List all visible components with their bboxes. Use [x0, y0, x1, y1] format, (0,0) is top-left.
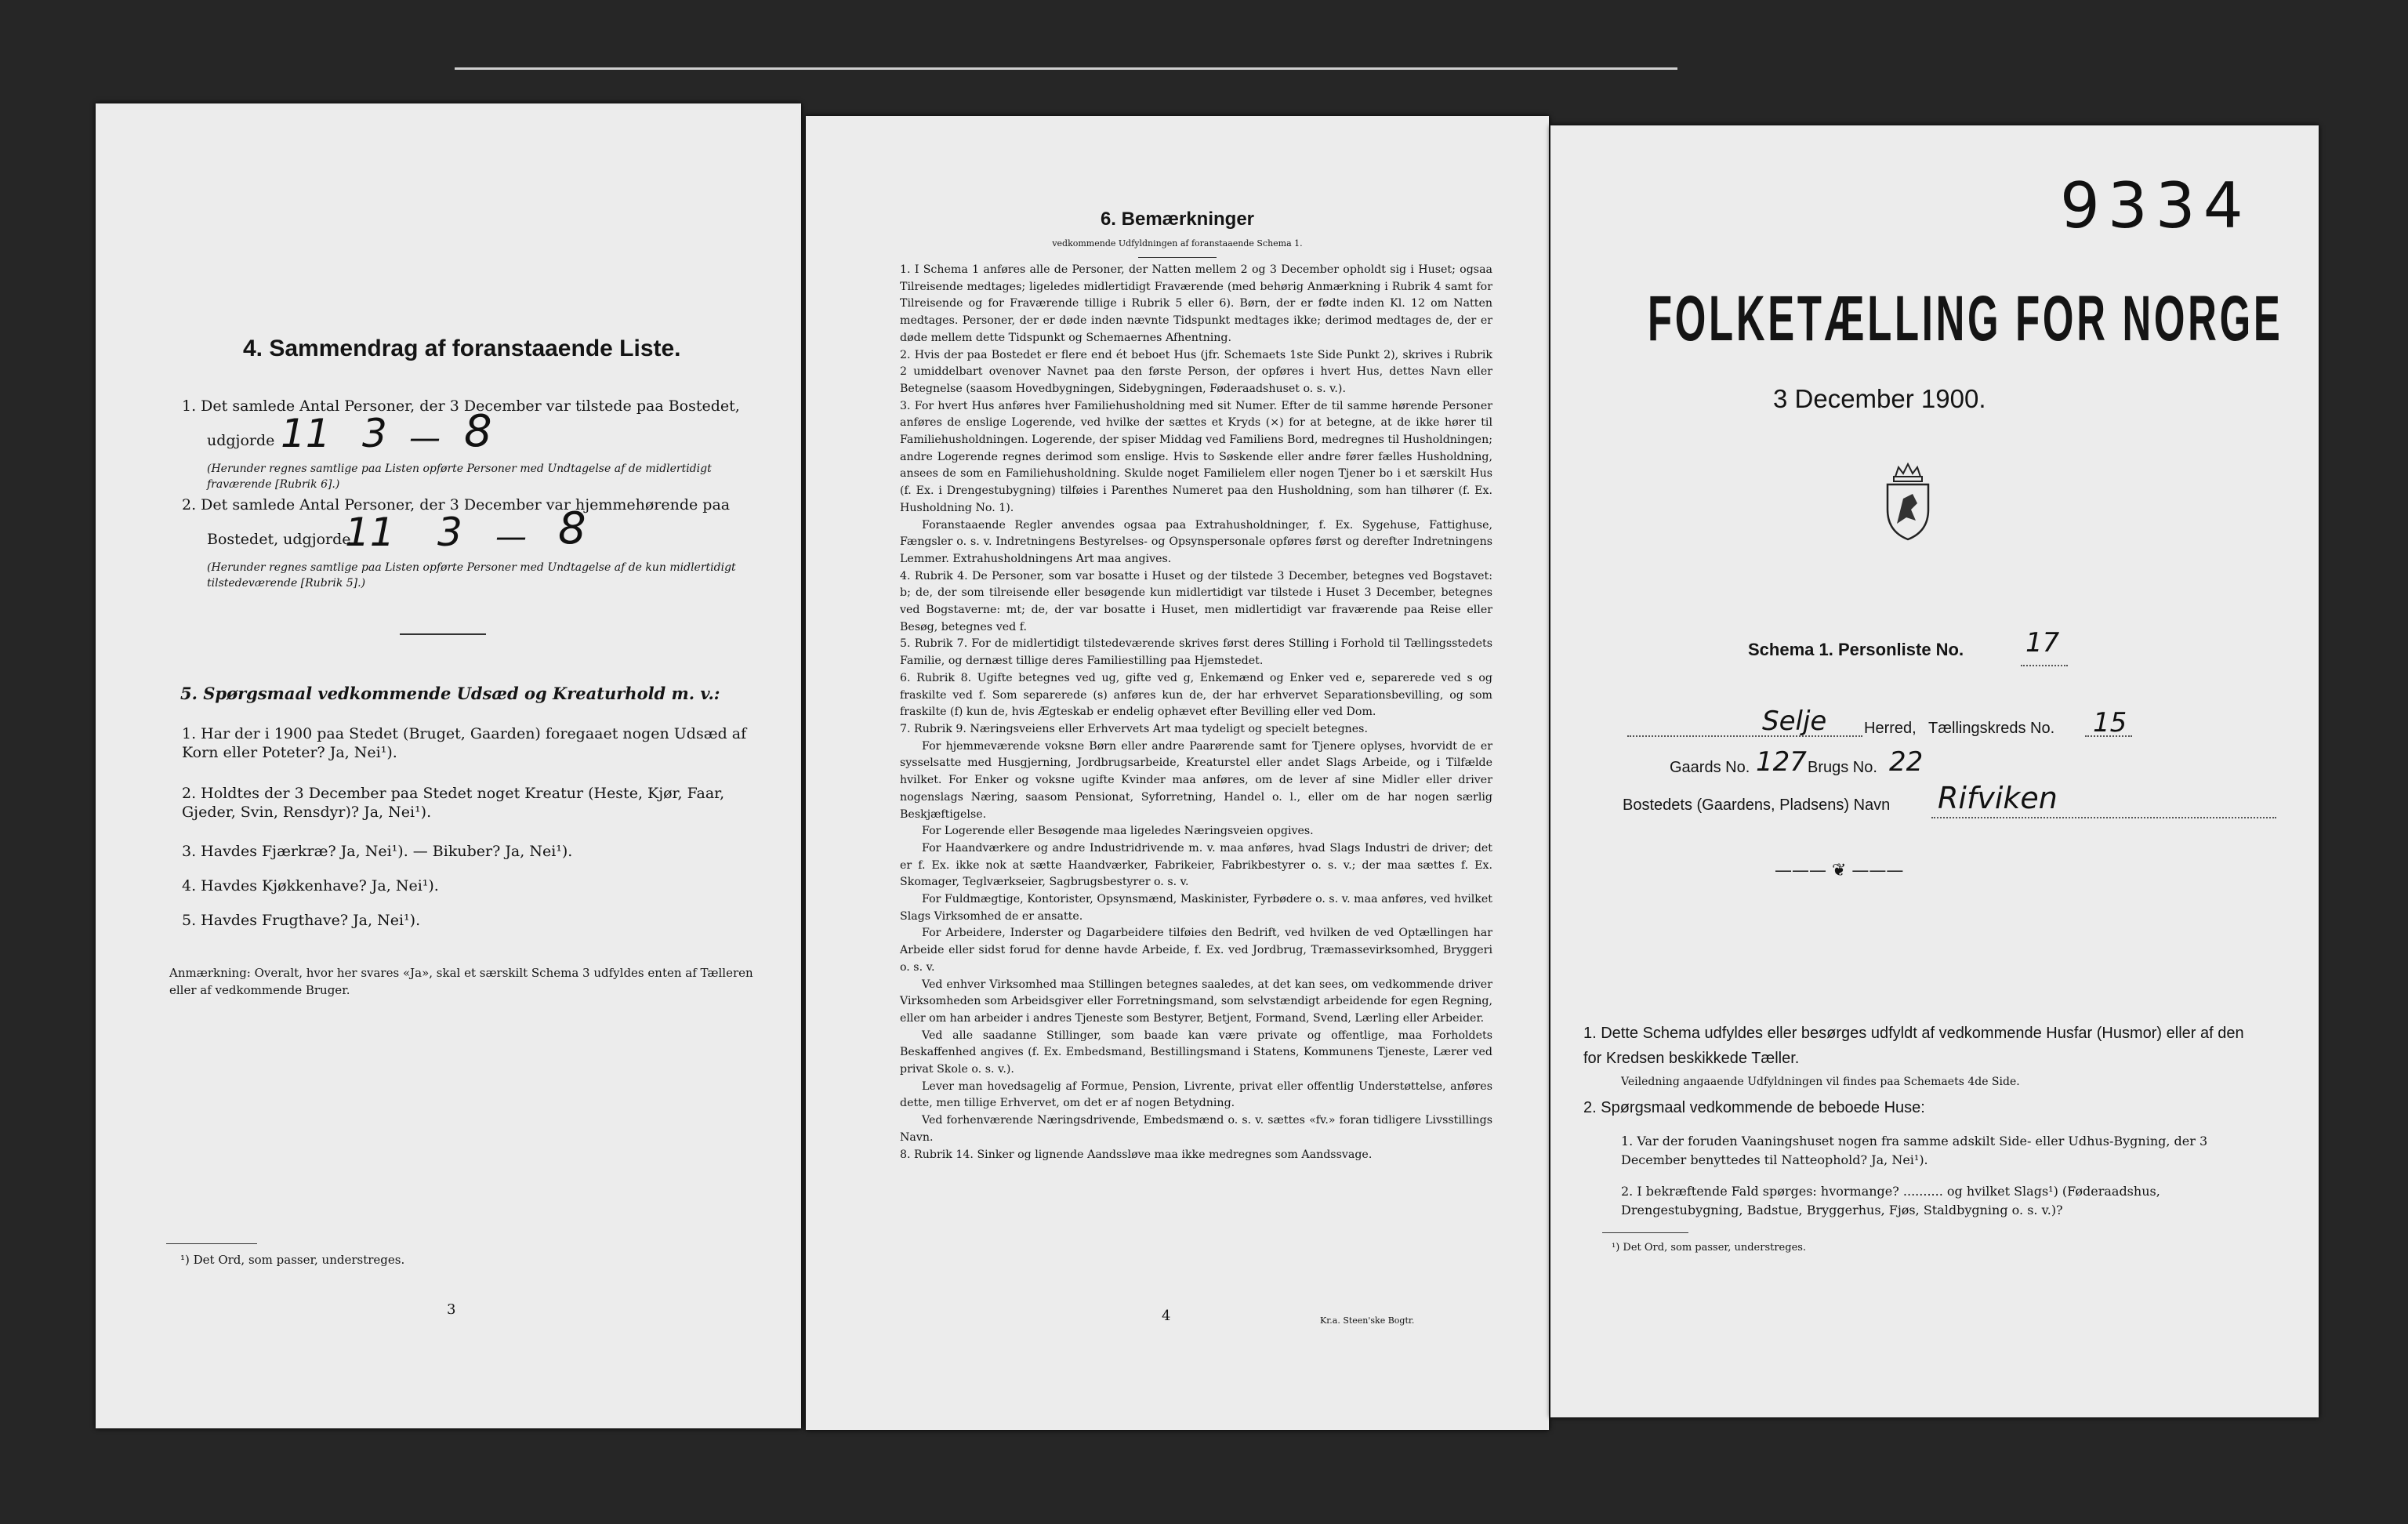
personliste-no: 17	[2025, 627, 2060, 659]
remark-3: 3. For hvert Hus anføres hver Familiehusholdning med sit Numer. Efter de til samme hørende Personer anføres de enslige Logerende, ved hvilke der sættes et Kryds (×) for at betegne, at de ikke hører til Familiehusholdningen. Logerende, der spiser Middag ved Familiens Bord, medregnes til Husholdningen; andre Logerende regnes derimod som enslige. Hvis to Søskende eller andre fører fælles Husholdning, ansees de som en Familiehusholdning. Skulde noget Familielem eller nogen Tjener bo i et særskilt Hus (f. Ex. i Drengestubygning) tilføies i Parenthes Numeret paa den Husholdning, som han tilhører (f. Ex. Husholdning No. 1).	[900, 399, 1492, 514]
q2-men-value: 3	[437, 510, 462, 555]
right-page	[1550, 125, 2319, 1417]
remark-6: 6. Rubrik 8. Ugifte betegnes ved ug, gifte ved g, Enkemænd og Enker ved e, separerede ved s og fraskilte ved f. Som separerede (s) anføres kun de, der har erhvervet Separationsbevilling, og som fraskilte (f) kun de, hvis Ægteskab er endelig ophævet efter Bevilling eller ved Dom.	[900, 671, 1492, 719]
q1-note: (Herunder regnes samtlige paa Listen opførte Personer med Undtagelse af de midlertidigt fraværende [Rubrik 6].)	[207, 463, 712, 491]
s5-item-5: 5. Havdes Frugthave? Ja, Nei¹).	[182, 912, 421, 929]
remark-8: 8. Rubrik 14. Sinker og lignende Aandssløve maa ikke medregnes som Aandssvage.	[900, 1148, 1373, 1161]
catalog-number: 9334	[2060, 169, 2251, 242]
remarks-title: 6. Bemærkninger	[1100, 209, 1255, 230]
middle-page	[806, 116, 1549, 1430]
q2-dash: —	[495, 519, 527, 555]
q1-total-value: 11	[281, 411, 331, 456]
page-number: 4	[1162, 1308, 1171, 1324]
remark-7i: Ved forhenværende Næringsdrivende, Embedsmænd o. s. v. sættes «fv.» foran tidligere Livsstillings Navn.	[900, 1114, 1492, 1144]
q2-label: Bostedet, udgjorde	[207, 531, 351, 548]
remark-7d: For Fuldmægtige, Kontorister, Opsynsmænd, Maskinister, Fyrbødere o. s. v. maa anføres, ved hvilket Slags Virksomhed de er ansatte.	[900, 893, 1492, 923]
remark-7f: Ved enhver Virksomhed maa Stillingen betegnes saaledes, at det kan sees, om vedkommende driver Virksomheden som Arbeidsgiver eller Forretningsmand, som selvstændigt arbeidende for egen Regning, eller om han arbeider i andres Tjeneste som Bestyrer, Betjent, Formand, Svend, Lærling eller Arbeider.	[900, 978, 1492, 1025]
herred-value: Selje	[1762, 706, 1827, 737]
kreds-line	[2085, 735, 2132, 737]
instruction-2-sub1: 1. Var der foruden Vaaningshuset nogen fra samme adskilt Side- eller Udhus-Bygning, der 3 December benyttedes til Natteophold? Ja, Nei¹).	[1621, 1134, 2208, 1167]
footnote-rule	[1602, 1232, 1688, 1233]
personliste-line	[2021, 665, 2068, 666]
remark-5: 5. Rubrik 7. For de midlertidigt tilstedeværende skrives først deres Stilling i Forhold til Tællingsstedets Familie, og dernæst tillige deres Familiestilling paa Hjemstedet.	[900, 637, 1492, 668]
s5-item-4: 4. Havdes Kjøkkenhave? Ja, Nei¹).	[182, 877, 439, 894]
footnote: ¹) Det Ord, som passer, understreges.	[1612, 1242, 1807, 1254]
brugs-label: Brugs No.	[1808, 759, 1877, 776]
divider	[400, 633, 486, 635]
footnote: ¹) Det Ord, som passer, understreges.	[180, 1253, 405, 1267]
remark-2: 2. Hvis der paa Bostedet er flere end ét beboet Hus (jfr. Schemaets 1ste Side Punkt 2), skrives i Rubrik 2 umiddelbart ovenover Navnet paa den første Person, der opføres i hvert Hus, dettes Navn eller Betegnelse (saasom Hovedbygningen, Sidebygningen, Føderaadshuset o. s. v.).	[900, 348, 1492, 395]
remarks-rule	[1138, 257, 1217, 258]
section5-title: 5. Spørgsmaal vedkommende Udsæd og Kreaturhold m. v.:	[180, 684, 720, 703]
q1-dash: —	[409, 420, 441, 456]
s5-item-2: 2. Holdtes der 3 December paa Stedet noget Kreatur (Heste, Kjør, Faar, Gjeder, Svin, Rensdyr)? Ja, Nei¹).	[182, 785, 725, 821]
bosted-label: Bostedets (Gaardens, Pladsens) Navn	[1623, 796, 1891, 814]
remark-7g: Ved alle saadanne Stillinger, som baade kan være private og offentlige, maa Forholdets Beskaffenhed angives (f. Ex. Embedsmand, Bestillingsmand i Statens, Kommunens Tjeneste, Lærer ved privat Skole o. s. v.).	[900, 1029, 1492, 1076]
remarks-subtitle: vedkommende Udfyldningen af foranstaaende Schema 1.	[1052, 238, 1303, 249]
kreds-label: Tællingskreds No.	[1928, 720, 2055, 737]
instruction-1: 1. Dette Schema udfyldes eller besørges udfyldt af vedkommende Husfar (Husmor) eller af den for Kredsen beskikkede Tæller.	[1583, 1025, 2244, 1067]
top-edge-rule	[455, 67, 1677, 70]
instruction-2: 2. Spørgsmaal vedkommende de beboede Huse:	[1583, 1099, 1925, 1116]
remark-7h: Lever man hovedsagelig af Formue, Pension, Livrente, privat eller offentlig Understøttelse, anføres dette, men tillige Erhvervet, om det er af nogen Betydning.	[900, 1080, 1492, 1110]
q1-men-value: 3	[362, 411, 387, 456]
coat-of-arms-icon	[1880, 463, 1936, 541]
kreds-value: 15	[2093, 707, 2127, 738]
footnote-rule	[166, 1243, 257, 1244]
remark-4: 4. Rubrik 4. De Personer, som var bosatte i Huset og der tilstede 3 December, betegnes ved Bogstavet: b; de, der som tilreisende eller besøgende kun midlertidigt var tilstede i Huset 3 December, betegnes ved Bogstaverne: mt; de, der var bosatte i Huset, men midlertidigt var fraværende paa Reise eller Besøg, betegnes ved f.	[900, 569, 1492, 633]
q2-note: (Herunder regnes samtlige paa Listen opførte Personer med Undtagelse af de kun midlertidigt tilstedeværende [Rubrik 5].)	[207, 561, 736, 590]
page-number: 3	[447, 1301, 456, 1318]
remark-7b: For Logerende eller Besøgende maa ligeledes Næringsveien opgives.	[922, 825, 1314, 838]
gaards-label: Gaards No.	[1670, 759, 1750, 776]
remark-1: 1. I Schema 1 anføres alle de Personer, der Natten mellem 2 og 3 December opholdt sig i Huset; ogsaa Tilreisende medtages; ligeledes midlertidigt Fraværende (med behørig Anmærkning i Rubrik 4 samt for Tilreisende og for Fraværende tillige i Rubrik 5 eller 6). Børn, der er fødte inden Kl. 12 om Natten medtages. Personer, der er døde inden nævnte Tidspunkt medtages ikke; derimod medtages de, der er døde mellem dette Tidspunkt og Schemaernes Afhentning.	[900, 263, 1492, 344]
q2-total-value: 11	[345, 510, 395, 555]
left-page	[96, 103, 801, 1428]
schema-label: Schema 1. Personliste No.	[1748, 640, 1964, 659]
remark-7c: For Haandværkere og andre Industridrivende m. v. maa anføres, hvad Slags Industri de driver; det er f. Ex. ikke nok at sætte Haandværker, Fabrikeier, Fabrikbestyrer o. s. v.; der maa sættes f. Ex. Skomager, Teglværkseier, Sagbrugsbestyrer o. s. v.	[900, 841, 1492, 889]
census-title: FOLKETÆLLING FOR NORGE	[1648, 283, 2283, 354]
q1-women-value: 8	[464, 406, 492, 457]
remark-3-extra: Foranstaaende Regler anvendes ogsaa paa Extrahusholdninger, f. Ex. Sygehuse, Fattighuse, Fængsler o. s. v. Indretningens Bestyrelses- og Opsynspersonale opføres først og derefter Indretningens Lemmer. Extrahusholdningens Art maa angives.	[900, 518, 1492, 565]
q2-lead: 2. Det samlede Antal Personer, der 3 December var hjemmehørende paa	[182, 496, 731, 513]
herred-label: Herred,	[1864, 720, 1917, 737]
remark-7e: For Arbeidere, Inderster og Dagarbeidere tilføies den Bedrift, ved hvilken de ved Optællingen har Arbeide eller sidst forud for denne havde Arbeide, f. Ex. ved Jordbrug, Træmassevirksomhed, Bryggeri o. s. v.	[900, 927, 1492, 974]
remarks-body	[900, 262, 1492, 1163]
anmerkning: Anmærkning: Overalt, hvor her svares «Ja», skal et særskilt Schema 3 udfyldes enten af Tælleren eller af vedkommende Bruger.	[169, 966, 753, 997]
instruction-2-sub2: 2. I bekræftende Fald spørges: hvormange? .......... og hvilket Slags¹) (Føderaadshus, Drengestubygning, Badstue, Bryggerhus, Fjøs, Staldbygning o. s. v.)?	[1621, 1184, 2160, 1217]
herred-line	[1627, 735, 1862, 737]
bosted-line	[1931, 817, 2276, 818]
s5-item-3: 3. Havdes Fjærkræ? Ja, Nei¹). — Bikuber? Ja, Nei¹).	[182, 843, 573, 860]
remark-7a: For hjemmeværende voksne Børn eller andre Paarørende samt for Tjenere oplyses, hvorvidt de er sysselsatte med Husgjerning, Jordbrugsarbeide, Kreaturstel eller andet Slags Arbeide, og i Tilfælde hvilket. For Enker og voksne ugifte Kvinder maa anføres, om de lever af sine Midler eller driver nogenslags Næring, saasom Pensionat, Syforretning, Handel o. l., eller om de har nogen særlig Beskjæftigelse.	[900, 739, 1492, 821]
printer-imprint: Kr.a. Steen'ske Bogtr.	[1320, 1315, 1415, 1326]
s5-item-1: 1. Har der i 1900 paa Stedet (Bruget, Gaarden) foregaaet nogen Udsæd af Korn eller Poteter? Ja, Nei¹).	[182, 725, 747, 761]
remark-7: 7. Rubrik 9. Næringsveiens eller Erhvervets Art maa tydeligt og specielt betegnes.	[900, 722, 1368, 735]
q1-lead: 1. Det samlede Antal Personer, der 3 December var tilstede paa Bostedet,	[182, 397, 740, 415]
section4-title: 4. Sammendrag af foranstaaende Liste.	[243, 336, 681, 361]
instruction-1-note: Veiledning angaaende Udfyldningen vil findes paa Schemaets 4de Side.	[1621, 1076, 2020, 1088]
gaards-value: 127	[1756, 746, 1807, 778]
bosted-value: Rifviken	[1938, 781, 2058, 815]
q1-label: udgjorde	[207, 432, 275, 449]
q2-women-value: 8	[558, 503, 586, 554]
brugs-value: 22	[1889, 746, 1924, 778]
ornament-divider: ——— ❦ ———	[1775, 861, 1904, 880]
census-date: 3 December 1900.	[1773, 384, 1986, 413]
